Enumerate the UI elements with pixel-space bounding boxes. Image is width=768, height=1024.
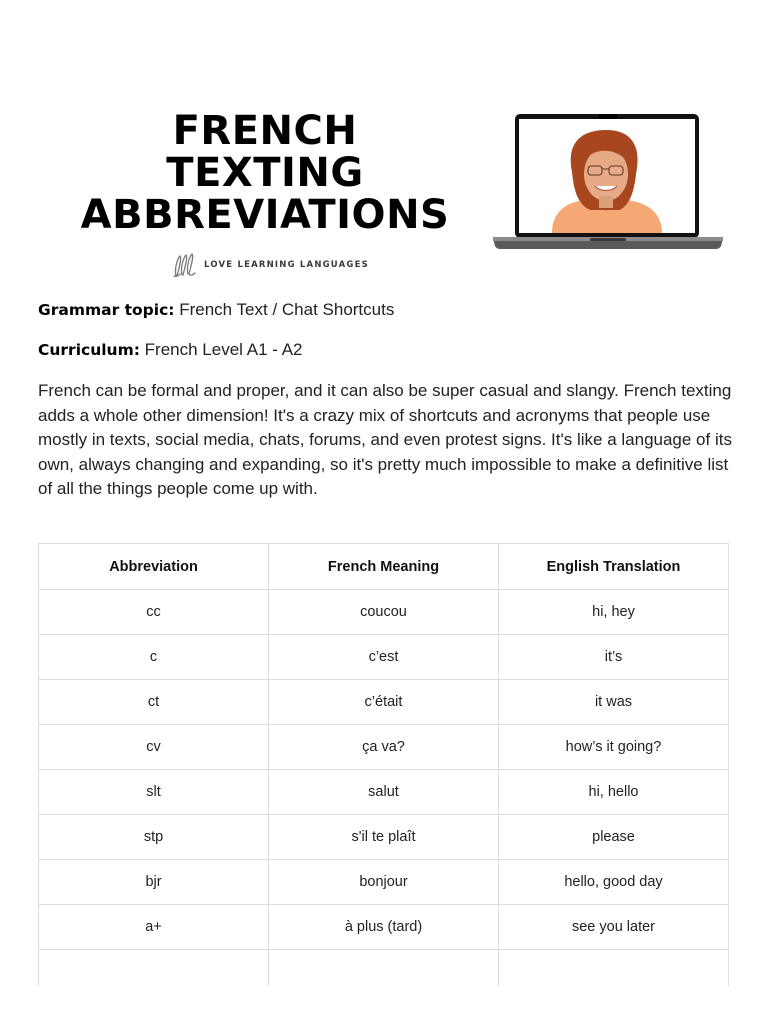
table-row: [39, 635, 729, 680]
abbreviation-cell: slt: [39, 770, 269, 815]
abbreviations-table: [38, 543, 729, 986]
english-translation-cell: it was: [499, 680, 729, 725]
table-row: [39, 815, 729, 860]
abbreviation-cell: a+: [39, 905, 269, 950]
title-line: TEXTING: [166, 150, 364, 196]
grammar-topic: [38, 300, 394, 320]
table-row: [39, 770, 729, 815]
french-meaning-cell: bonjour: [269, 860, 499, 905]
curriculum-label: Curriculum:: [38, 341, 140, 359]
table-row: [39, 590, 729, 635]
english-translation-cell: please: [499, 815, 729, 860]
column-header-abbreviation: Abbreviation: [39, 544, 269, 590]
french-meaning-cell: s'il te plaît: [269, 815, 499, 860]
grammar-topic-value: French Text / Chat Shortcuts: [179, 300, 395, 319]
table-row: [39, 725, 729, 770]
english-translation-cell: hi, hello: [499, 770, 729, 815]
column-header-french-meaning: French Meaning: [269, 544, 499, 590]
brand-name: LOVE LEARNING LANGUAGES: [204, 260, 369, 270]
french-meaning-cell: coucou: [269, 590, 499, 635]
abbreviation-cell: [39, 950, 269, 987]
column-header-english-translation: English Translation: [499, 544, 729, 590]
english-translation-cell: see you later: [499, 905, 729, 950]
abbreviation-cell: bjr: [39, 860, 269, 905]
brand-logo: [172, 252, 369, 278]
table-row: [39, 680, 729, 725]
abbreviation-cell: stp: [39, 815, 269, 860]
french-meaning-cell: salut: [269, 770, 499, 815]
french-meaning-cell: ça va?: [269, 725, 499, 770]
abbreviation-cell: cc: [39, 590, 269, 635]
lll-logo-icon: [172, 252, 198, 278]
laptop-illustration: [490, 112, 726, 252]
title-line: FRENCH: [172, 108, 358, 154]
intro-paragraph: French can be formal and proper, and it can also be super casual and slangy. French texting adds a whole other dimension! It's a crazy mix of shortcuts and acronyms that people use mostly in texts, social media, chats, forums, and even protest signs. It's like a language of its own, always changing and expanding, so it's pretty much impossible to make a definitive list of all the things people come up with.: [38, 381, 732, 499]
french-meaning-cell: [269, 950, 499, 987]
table-row: [39, 905, 729, 950]
english-translation-cell: hi, hey: [499, 590, 729, 635]
page-title: [40, 110, 490, 236]
french-meaning-cell: c’est: [269, 635, 499, 680]
french-meaning-cell: à plus (tard): [269, 905, 499, 950]
table-row: [39, 860, 729, 905]
french-meaning-cell: c’était: [269, 680, 499, 725]
english-translation-cell: hello, good day: [499, 860, 729, 905]
curriculum-value: French Level A1 - A2: [144, 340, 303, 359]
grammar-topic-label: Grammar topic:: [38, 301, 175, 319]
english-translation-cell: how’s it going?: [499, 725, 729, 770]
abbreviations-table-container: [38, 543, 729, 986]
curriculum: [38, 340, 303, 360]
abbreviation-cell: cv: [39, 725, 269, 770]
english-translation-cell: [499, 950, 729, 987]
title-line: ABBREVIATIONS: [80, 192, 450, 238]
table-header-row: [39, 544, 729, 590]
abbreviation-cell: c: [39, 635, 269, 680]
abbreviation-cell: ct: [39, 680, 269, 725]
english-translation-cell: it’s: [499, 635, 729, 680]
table-row-partial: [39, 950, 729, 987]
